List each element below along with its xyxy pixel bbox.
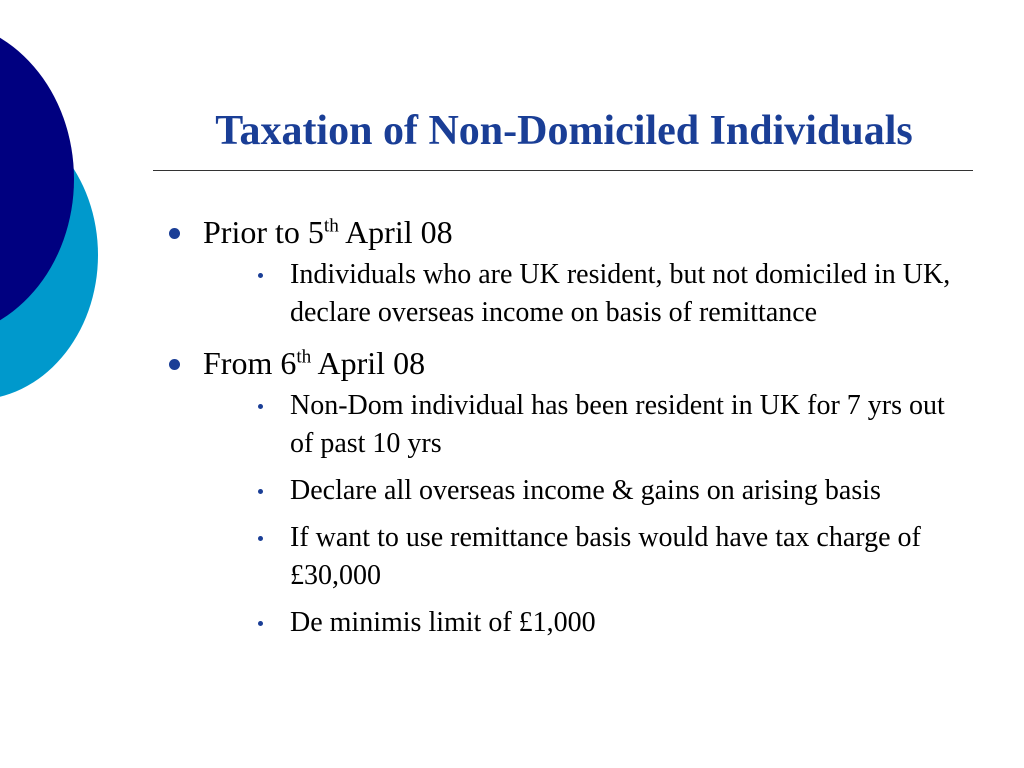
- slide-body: [160, 210, 960, 651]
- title-divider: [153, 170, 973, 171]
- slide-title: Taxation of Non-Domiciled Individuals: [215, 108, 913, 154]
- bullet-dot-icon: [169, 359, 180, 370]
- section-heading: Prior to 5th April 08: [203, 214, 453, 250]
- section-from-april: [160, 341, 960, 642]
- sub-bullet-list: [203, 387, 960, 642]
- sub-bullet-dot-icon: [258, 489, 263, 494]
- sub-bullet-item: If want to use remittance basis would have tax charge of £30,000: [203, 519, 960, 595]
- sub-bullet-list: [203, 256, 960, 332]
- bullet-list: [160, 210, 960, 642]
- bullet-dot-icon: [169, 228, 180, 239]
- sub-bullet-item: Non-Dom individual has been resident in UK for 7 yrs out of past 10 yrs: [203, 387, 960, 463]
- sub-bullet-item: De minimis limit of £1,000: [203, 604, 960, 642]
- sub-bullet-dot-icon: [258, 536, 263, 541]
- sub-bullet-item: Declare all overseas income & gains on arising basis: [203, 472, 960, 510]
- section-heading: From 6th April 08: [203, 345, 426, 381]
- sub-bullet-dot-icon: [258, 621, 263, 626]
- sub-bullet-dot-icon: [258, 273, 263, 278]
- sub-bullet-dot-icon: [258, 404, 263, 409]
- section-prior-to-april: [160, 210, 960, 332]
- sub-bullet-item: Individuals who are UK resident, but not domiciled in UK, declare overseas income on basis of remittance: [203, 256, 960, 332]
